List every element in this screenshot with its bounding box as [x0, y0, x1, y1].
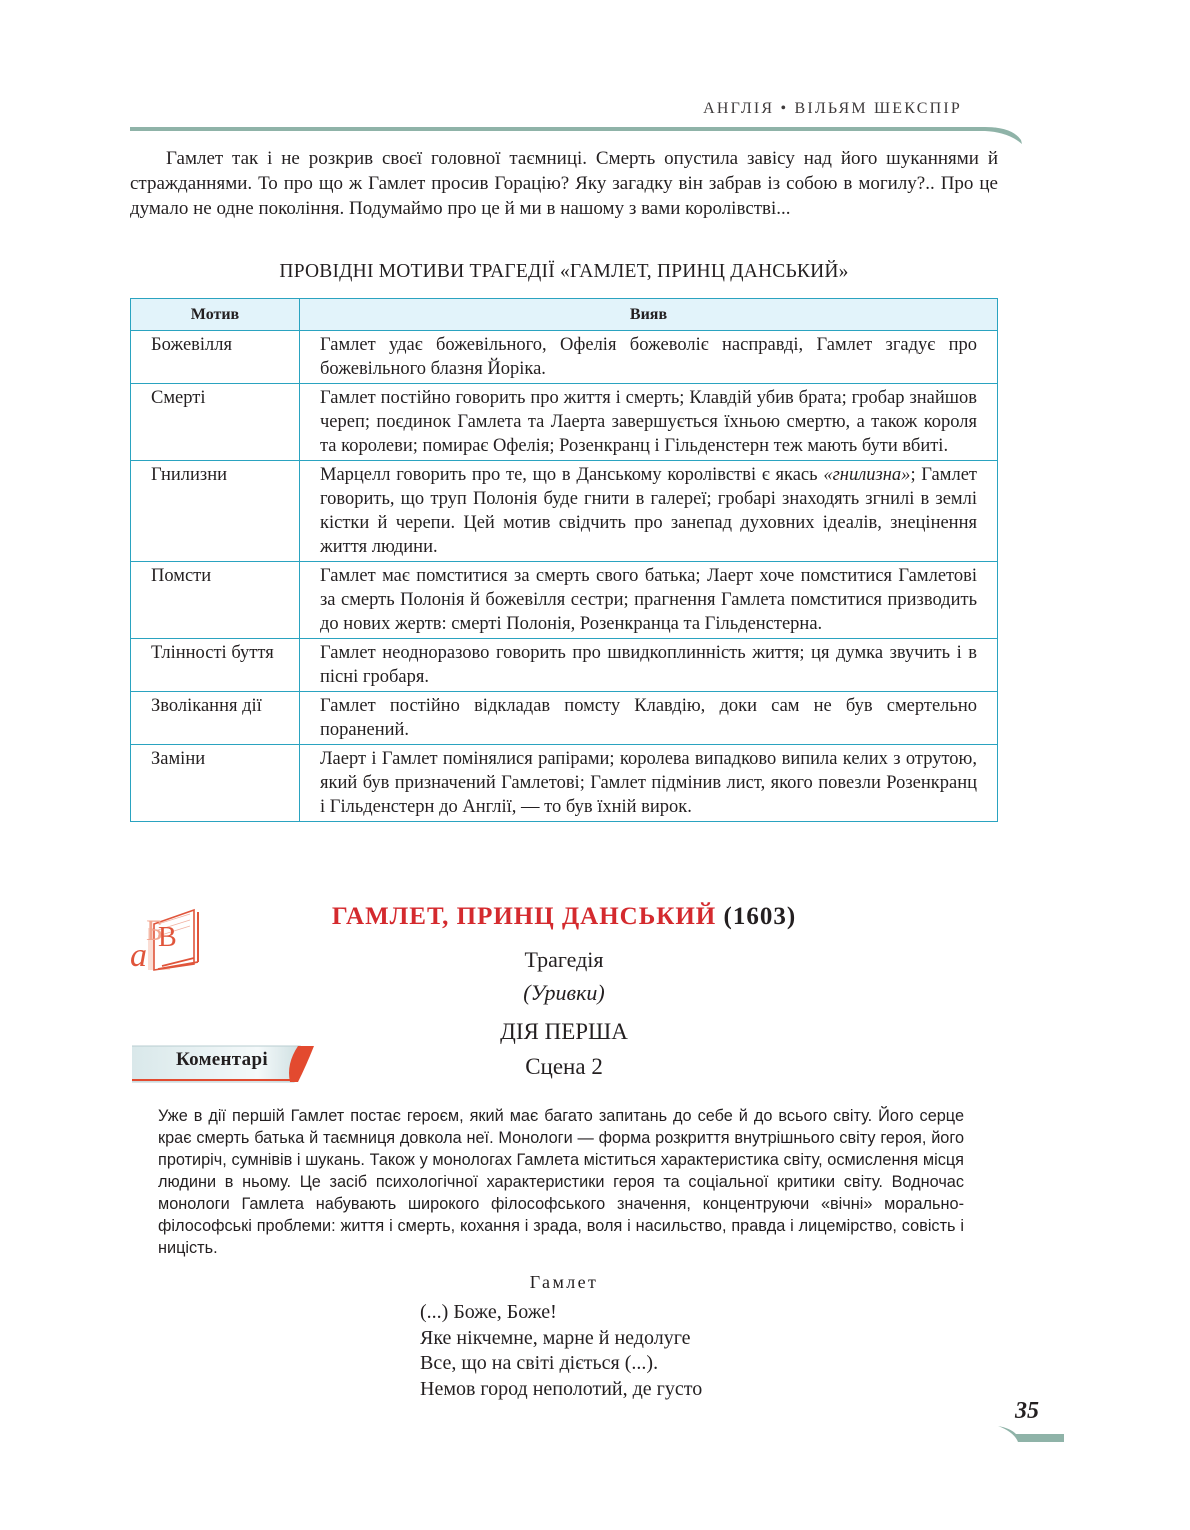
manifestation-cell: [300, 461, 998, 562]
footer-decoration: [996, 1424, 1066, 1444]
verse-excerpt: [420, 1300, 702, 1402]
manifestation-cell: Гамлет постійно відкладав помсту Клавдію, доки сам не був смертельно поранений.: [300, 692, 998, 745]
page-number: 35: [1015, 1398, 1039, 1424]
manifestation-cell: Гамлет неодноразово говорить про швидкоплинність життя; ця думка звучить і в пісні гробаря.: [300, 639, 998, 692]
table-row: [131, 745, 998, 822]
manifestation-text: ; Гамлет говорить, що труп Полонія буде гнити в галереї; гробарі знаходять згнилі в землі кістки й черепи. Цей мотив свідчить про занепад духовних ідеалів, знецінення життя людини.: [320, 465, 977, 557]
motif-cell: Гнилизни: [131, 461, 300, 562]
table-row: [131, 562, 998, 639]
act-heading: ДІЯ ПЕРША: [500, 1019, 628, 1044]
motif-cell: Зволікання дії: [131, 692, 300, 745]
svg-text:Б: Б: [146, 914, 164, 947]
manifestation-cell: Гамлет удає божевільного, Офелія божеволіє насправді, Гамлет згадує про божевільного блазня Йоріка.: [300, 331, 998, 384]
excerpt-note: (Уривки): [523, 980, 605, 1005]
scene-heading: Сцена 2: [525, 1054, 603, 1079]
quoted-term: «гнилизна»: [823, 465, 911, 485]
table-row: [131, 461, 998, 562]
manifestation-cell: Гамлет має помститися за смерть свого батька; Лаерт хоче помститися Гамлетові за смерть Полонія й божевілля сестри; прагнення Гамлета помститися призводить до нових жертв: смерті Полонія, Розенкранца та Гільденстерна.: [300, 562, 998, 639]
motifs-table: [130, 298, 998, 822]
manifestation-text: Марцелл говорить про те, що в Данському королівстві є якась: [320, 465, 824, 485]
motif-cell: Заміни: [131, 745, 300, 822]
table-header-row: [131, 299, 998, 331]
table-row: [131, 384, 998, 461]
manifestation-cell: Гамлет постійно говорить про життя і смерть; Клавдій убив брата; гробар знайшов череп; поєдинок Гамлета та Лаерта завершується їхньою смертю, а також короля та королеви; помирає Офелія; Розенкранц і Гільденстерн теж мають бути вбиті.: [300, 384, 998, 461]
column-header-motif: Мотив: [131, 299, 300, 331]
commentary-text: Уже в дії першій Гамлет постає героєм, який має багато запитань до себе й до всього світу. Його серце крає смерть батька й таємниця довкола неї. Монологи — форма розкриття внутрішнього світу героя, його протиріч, сумнівів і шукань. Також у монологах Гамлета міститься характеристика світу, осмислення місця людини в ньому. Це засіб психологічної характеристики героя та соціальної критики світу. Водночас монологи Гамлета набувають широкого філософського значення, концентруючи «вічні» морально-філософські проблеми: життя і смерть, кохання і зрада, воля і насильство, правда і лицемірство, совість і ницість.: [158, 1107, 964, 1257]
speaker-name: Гамлет: [529, 1272, 599, 1292]
running-header: АНГЛІЯ • ВІЛЬЯМ ШЕКСПІР: [703, 100, 962, 117]
intro-paragraph: Гамлет так і не розкрив своєї головної таємниці. Смерть опустила завісу над його шуканнями й стражданнями. То про що ж Гамлет просив Горацію? Яку загадку він забрав із собою в могилу?.. Про це думало не одне покоління. Подумаймо про це й ми в нашому з вами королівстві...: [130, 148, 998, 219]
work-title-text: ГАМЛЕТ, ПРИНЦ ДАНСЬКИЙ: [331, 903, 717, 930]
commentary-label: Коментарі: [176, 1049, 268, 1070]
verse-line: Яке нікчемне, марне й недолуге: [420, 1326, 691, 1349]
motif-cell: Смерті: [131, 384, 300, 461]
table-row: [131, 331, 998, 384]
table-row: [131, 639, 998, 692]
svg-text:a: a: [130, 937, 147, 974]
motif-cell: Помсти: [131, 562, 300, 639]
table-row: [131, 692, 998, 745]
manifestation-cell: Лаерт і Гамлет помінялися рапірами; королева випадково випила келих з отрутою, який був призначений Гамлетові; Гамлет підмінив лист, якого повезли Розенкранц і Гільденстерн до Англії, — то був їхній вирок.: [300, 745, 998, 822]
work-year: (1603): [723, 903, 797, 930]
motif-cell: Тлінності буття: [131, 639, 300, 692]
verse-line: Все, що на світі діється (...).: [420, 1352, 659, 1374]
motif-cell: Божевілля: [131, 331, 300, 384]
verse-line: (...) Боже, Боже!: [420, 1301, 557, 1323]
table-title: ПРОВІДНІ МОТИВИ ТРАГЕДІЇ «ГАМЛЕТ, ПРИНЦ ДАНСЬКИЙ»: [279, 261, 849, 282]
header-rule: [0, 118, 1190, 148]
column-header-manifestation: Вияв: [300, 299, 998, 331]
svg-text:В: В: [158, 922, 177, 953]
verse-line: Немов город неполотий, де густо: [420, 1377, 703, 1400]
work-title: [130, 903, 998, 931]
genre-label: Трагедія: [524, 947, 604, 972]
